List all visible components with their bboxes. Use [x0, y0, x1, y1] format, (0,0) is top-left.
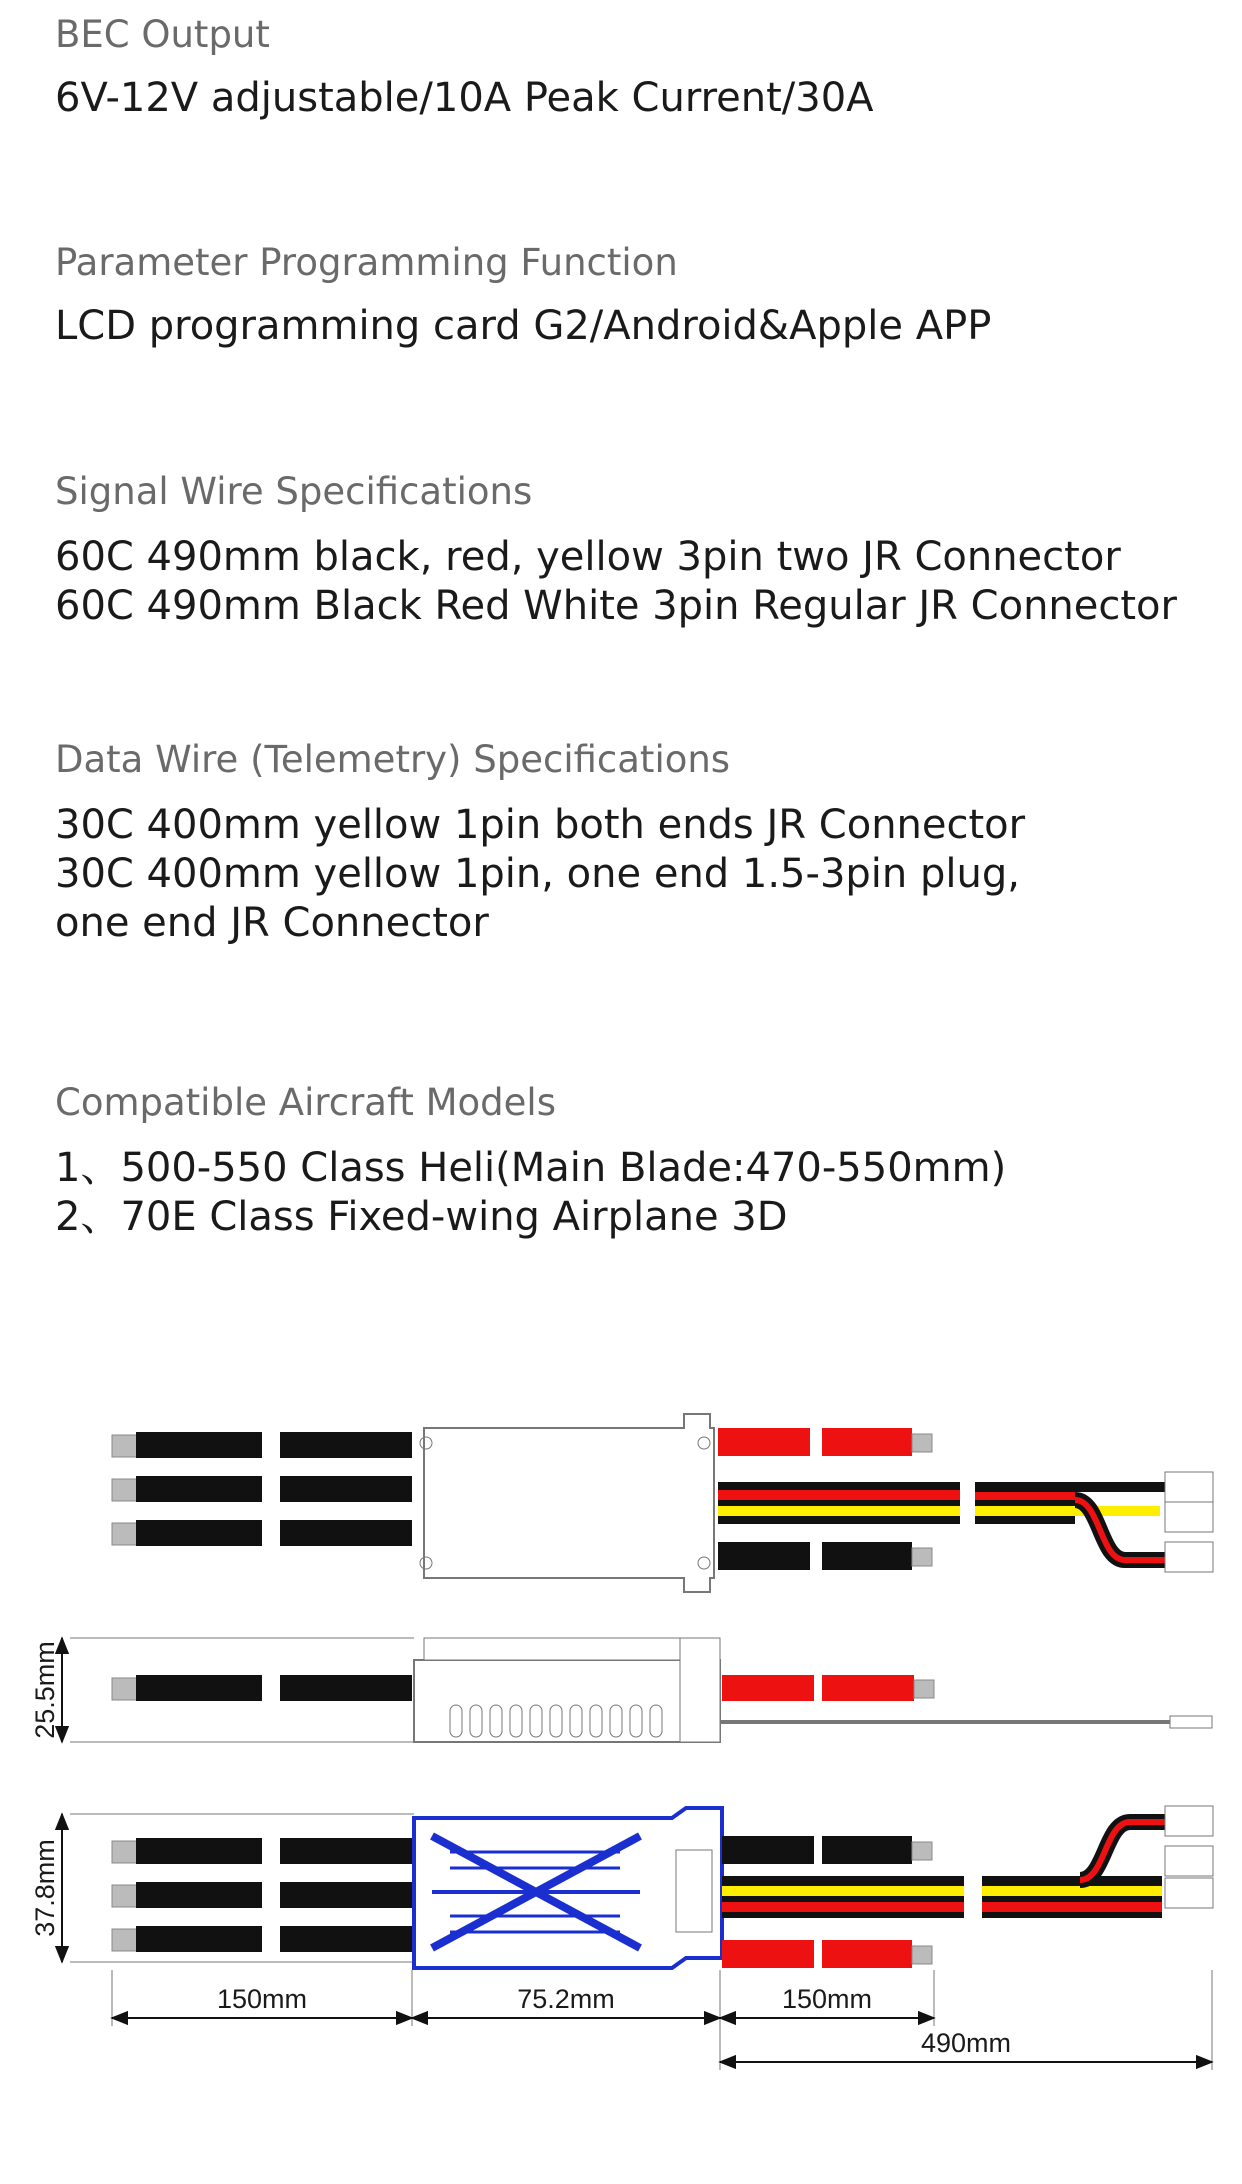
- dim-motor-wire: 150mm: [216, 1984, 308, 2014]
- data-line-2: 30C 400mm yellow 1pin, one end 1.5-3pin plug,: [55, 851, 1020, 897]
- esc-body-side: [414, 1660, 720, 1742]
- motor-wires-top: [112, 1432, 412, 1546]
- signal-line-2: 60C 490mm Black Red White 3pin Regular JR Connector: [55, 583, 1177, 629]
- height-label: 25.5mm: [30, 1641, 60, 1739]
- signal-heading: Signal Wire Specifications: [55, 470, 533, 513]
- dim-signal-wire: 490mm: [920, 2028, 1012, 2058]
- bec-value: 6V-12V adjustable/10A Peak Current/30A: [55, 75, 874, 121]
- motor-wires-bottom: [112, 1838, 412, 1952]
- dim-body-length: 75.2mm: [517, 1984, 615, 2014]
- programming-value: LCD programming card G2/Android&Apple APP: [55, 303, 992, 349]
- side-view: [30, 1638, 1212, 1742]
- data-heading: Data Wire (Telemetry) Specifications: [55, 738, 731, 781]
- compat-line-2: 2、70E Class Fixed-wing Airplane 3D: [55, 1194, 788, 1240]
- signal-line-1: 60C 490mm black, red, yellow 3pin two JR Connector: [55, 534, 1121, 580]
- data-line-3: one end JR Connector: [55, 900, 489, 946]
- dim-battery-wire: 150mm: [781, 1984, 873, 2014]
- top-view: [112, 1414, 1213, 1592]
- width-label: 37.8mm: [30, 1839, 60, 1937]
- compat-heading: Compatible Aircraft Models: [55, 1081, 556, 1124]
- heatsink-pattern: [432, 1836, 640, 1948]
- bottom-view: [30, 1806, 1213, 1968]
- compat-line-1: 1、500-550 Class Heli(Main Blade:470-550mm): [55, 1145, 1007, 1191]
- dimension-lines: [112, 1970, 1212, 2070]
- data-line-1: 30C 400mm yellow 1pin both ends JR Connector: [55, 802, 1026, 848]
- bec-heading: BEC Output: [55, 13, 270, 56]
- programming-heading: Parameter Programming Function: [55, 241, 678, 284]
- esc-body-top: [424, 1414, 714, 1592]
